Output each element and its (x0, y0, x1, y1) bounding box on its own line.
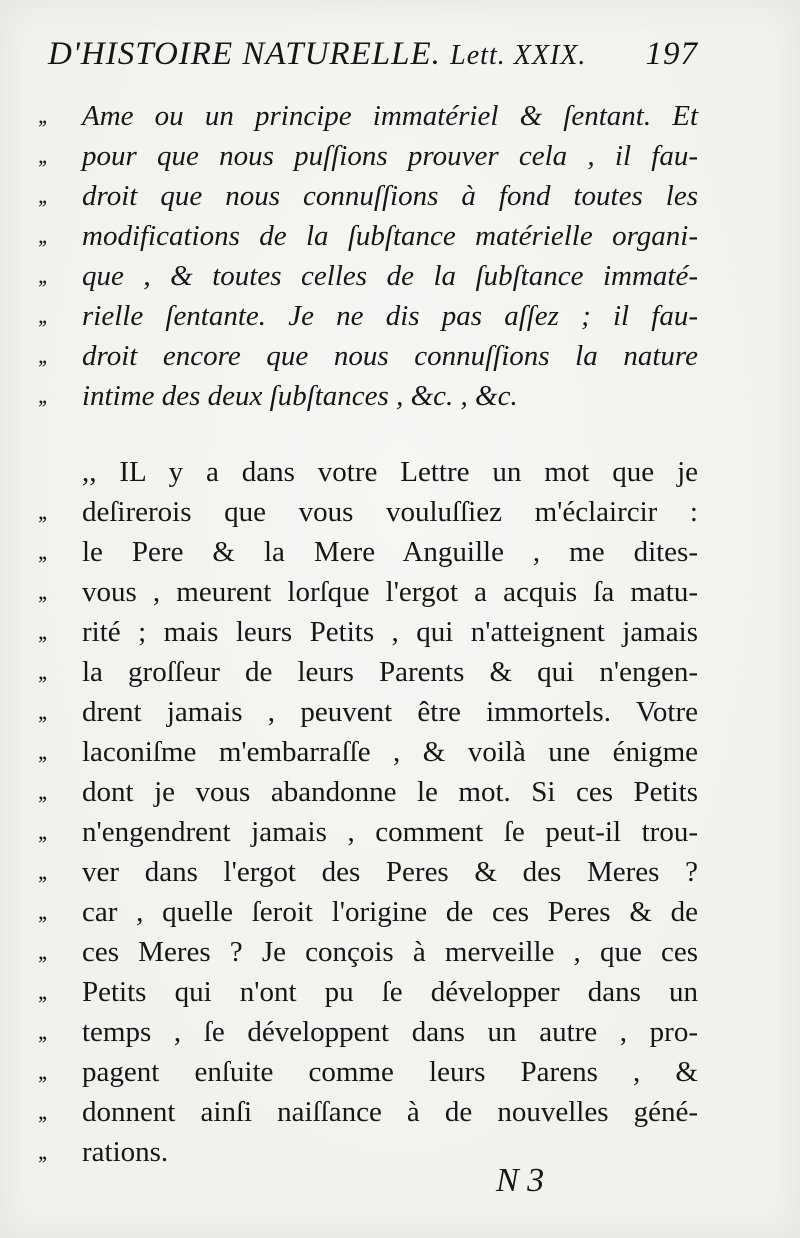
quote-mark: ,, (38, 739, 46, 764)
quote-mark: ,, (38, 899, 46, 924)
line-text: n'engendrent jamais , comment ſe peut-il trou- (82, 816, 698, 848)
text-line (38, 932, 698, 972)
text-line (38, 492, 698, 532)
line-text: car , quelle ſeroit l'origine de ces Peres & de (82, 896, 698, 928)
text-line (38, 1132, 698, 1172)
quote-mark: ,, (38, 343, 46, 368)
text-line (38, 812, 698, 852)
text-line (38, 852, 698, 892)
line-text: le Pere & la Mere Anguille , me dites- (82, 536, 698, 568)
quote-mark: ,, (38, 979, 46, 1004)
line-text: Petits qui n'ont pu ſe développer dans un (82, 976, 698, 1008)
text-line (38, 892, 698, 932)
quote-mark: ,, (38, 619, 46, 644)
line-text: ces Meres ? Je conçois à merveille , que ces (82, 936, 698, 968)
header-letter: Lett. XXIX. (450, 40, 587, 71)
text-line (38, 732, 698, 772)
line-text: ,, IL y a dans votre Lettre un mot que je (82, 456, 698, 488)
quote-mark: ,, (38, 1099, 46, 1124)
text-line (38, 176, 698, 216)
signature-mark: N 3 (496, 1162, 545, 1199)
text-line (38, 572, 698, 612)
quote-mark: ,, (38, 499, 46, 524)
line-text: rielle ſentante. Je ne dis pas aſſez ; il fau- (82, 300, 698, 332)
quote-mark: ,, (38, 579, 46, 604)
quote-mark: ,, (38, 1059, 46, 1084)
line-text: ver dans l'ergot des Peres & des Meres ? (82, 856, 698, 888)
line-text: donnent ainſi naiſſance à de nouvelles géné- (82, 1096, 698, 1128)
line-text: la groſſeur de leurs Parents & qui n'engen- (82, 656, 698, 688)
line-text: droit encore que nous connuſſions la nature (82, 340, 698, 372)
quote-mark: ,, (38, 183, 46, 208)
line-text: dont je vous abandonne le mot. Si ces Petits (82, 776, 698, 808)
text-line (38, 1012, 698, 1052)
quote-mark: ,, (38, 1019, 46, 1044)
text-line (38, 256, 698, 296)
text-line (38, 216, 698, 256)
text-line (38, 612, 698, 652)
quote-mark: ,, (38, 223, 46, 248)
line-text: droit que nous connuſſions à fond toutes les (82, 180, 698, 212)
line-text: pour que nous puſſions prouver cela , il fau- (82, 140, 698, 172)
text-line (38, 452, 698, 492)
header-title (48, 36, 586, 73)
quote-mark: ,, (38, 1139, 46, 1164)
text-line (38, 376, 698, 416)
quote-mark: ,, (38, 939, 46, 964)
text-line (38, 652, 698, 692)
line-text: que , & toutes celles de la ſubſtance immaté- (82, 260, 698, 292)
quote-mark: ,, (38, 303, 46, 328)
line-text: vous , meurent lorſque l'ergot a acquis ſa matu- (82, 576, 698, 608)
text-line (38, 336, 698, 376)
text-line (38, 136, 698, 176)
page-number: 197 (645, 36, 698, 72)
line-text: laconiſme m'embarraſſe , & voilà une énigme (82, 736, 698, 768)
line-text: rations. (82, 1136, 169, 1168)
line-text: modifications de la ſubſtance matérielle organi- (82, 220, 698, 252)
line-text: deſirerois que vous vouluſſiez m'éclaircir : (82, 496, 698, 528)
quote-mark: ,, (38, 539, 46, 564)
quote-mark: ,, (38, 699, 46, 724)
text-line (38, 296, 698, 336)
running-header (48, 36, 698, 82)
text-line (38, 532, 698, 572)
text-line (38, 772, 698, 812)
line-text: Ame ou un principe immatériel & ſentant. Et (82, 100, 698, 132)
line-text: drent jamais , peuvent être immortels. Votre (82, 696, 698, 728)
text-line (38, 96, 698, 136)
quote-mark: ,, (38, 819, 46, 844)
line-text: temps , ſe développent dans un autre , pro- (82, 1016, 698, 1048)
text-line (38, 1052, 698, 1092)
quote-mark: ,, (38, 263, 46, 288)
quote-mark: ,, (38, 779, 46, 804)
line-text: intime des deux ſubſtances , &c. , &c. (82, 380, 518, 412)
text-line (38, 972, 698, 1012)
header-title-text: D'HISTOIRE NATURELLE. (48, 36, 441, 72)
quote-mark: ,, (38, 103, 46, 128)
line-text: pagent enſuite comme leurs Parens , & (82, 1056, 698, 1088)
quote-mark: ,, (38, 859, 46, 884)
text-line (38, 1092, 698, 1132)
quote-mark: ,, (38, 383, 46, 408)
line-text: rité ; mais leurs Petits , qui n'atteignent jamais (82, 616, 698, 648)
quote-mark: ,, (38, 659, 46, 684)
quote-mark: ,, (38, 143, 46, 168)
text-line (38, 692, 698, 732)
